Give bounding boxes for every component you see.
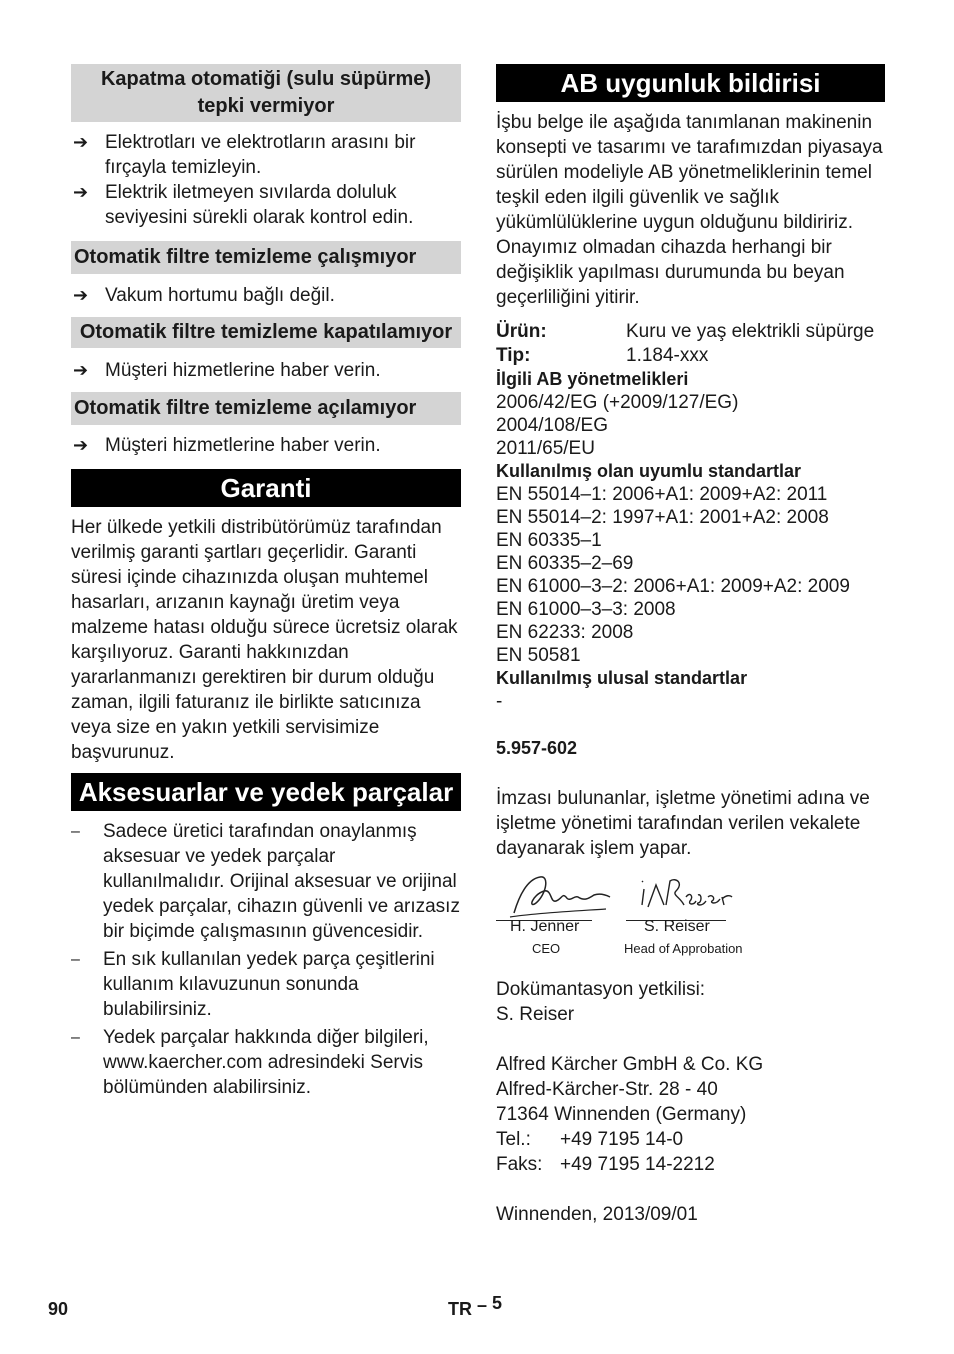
signer1-role: CEO [532, 941, 561, 956]
footer-lang: TR – 5 [448, 1293, 503, 1319]
heading-ab-declaration: AB uygunluk bildirisi [496, 64, 885, 102]
place-date: Winnenden, 2013/09/01 [496, 1204, 698, 1225]
heading-filter-not-working: Otomatik filtre temizleme çalışmıyor [71, 241, 461, 274]
national-standards-value: - [496, 691, 503, 712]
left-column [71, 64, 461, 1100]
doc-officer-label: Dokümantasyon yetkilisi: [496, 979, 706, 1000]
standard-item: EN 62233: 2008 [496, 622, 634, 643]
heading-auto-shutoff: Kapatma otomatiği (sulu süpürme) tepki vermiyor [71, 64, 461, 122]
heading-filter-cannot-close: Otomatik filtre temizleme kapatılamıyor [71, 317, 461, 348]
heading-aksesuar: Aksesuarlar ve yedek parçalar [71, 773, 461, 811]
list-item: – Yedek parçalar hakkında diğer bilgileri, www.kaercher.com adresindeki Servis bölümünden alabilirsiniz. [71, 1027, 429, 1098]
signature-reiser [636, 875, 736, 917]
doc-number: 5.957-602 [496, 738, 578, 758]
product-row: Ürün: Kuru ve yaş elektrikli süpürge [496, 321, 875, 342]
arrow-right-icon: ➔ [73, 435, 89, 455]
signer1-name: H. Jenner [510, 918, 580, 935]
signature-jenner [506, 873, 616, 921]
directive-item: 2006/42/EG (+2009/127/EG) [496, 392, 739, 413]
list-item: – En sık kullanılan yedek parça çeşitlerini kullanım kılavuzunun sonunda bulabilirsiniz. [71, 949, 435, 1020]
list-item: ➔ Elektrik iletmeyen sıvılarda doluluk seviyesini sürekli olarak kontrol edin. [73, 182, 414, 228]
company-name: Alfred Kärcher GmbH & Co. KG [496, 1054, 764, 1075]
arrow-right-icon: ➔ [73, 182, 89, 202]
directives-heading: İlgili AB yönetmelikleri [496, 369, 689, 389]
directive-item: 2011/65/EU [496, 438, 595, 459]
signer2-name: S. Reiser [644, 918, 710, 935]
standard-item: EN 60335–2–69 [496, 553, 634, 574]
right-column [496, 64, 885, 1227]
doc-officer-name: S. Reiser [496, 1004, 575, 1025]
signature-block [496, 873, 885, 957]
type-row: Tip: 1.184-xxx [496, 345, 709, 366]
standards-heading: Kullanılmış olan uyumlu standartlar [496, 461, 802, 481]
arrow-right-icon: ➔ [73, 360, 89, 380]
standard-item: EN 50581 [496, 645, 581, 666]
standard-item: EN 61000–3–3: 2008 [496, 599, 676, 620]
heading-filter-cannot-open: Otomatik filtre temizleme açılamıyor [71, 392, 461, 425]
list-item: ➔ Elektrotları ve elektrotların arasını bir fırçayla temizleyin. [73, 132, 416, 178]
directive-item: 2004/108/EG [496, 415, 608, 436]
signer2-role: Head of Approbation [624, 941, 743, 956]
declaration-intro: İşbu belge ile aşağıda tanımlanan makinenin konsepti ve tasarımı ve tarafımızdan piyasaya sürülen modeliyle AB yönetmeliklerinin temel teşkil eden ilgili güvenlik ve sağlık yükümlülüklerine uygun olduğunu bildiririz. Onayımız olmadan cihazda herhangi bir değişiklik yapılması durumunda bu beyan geçerliliğini yitirir. [496, 112, 883, 308]
standard-item: EN 55014–2: 1997+A1: 2001+A2: 2008 [496, 507, 829, 528]
heading-garanti: Garanti [71, 469, 461, 507]
garanti-text: Her ülkede yetkili distribütörümüz tarafından verilmiş garanti şartları geçerlidir. Garanti süresi içinde cihazınızda oluşan muhtemel hasarları, arızanın kaynağı üretim veya malzeme hatası olduğu sürece ücretsiz olarak karşılıyoruz. Garanti hakkınızdan yararlanmanızı gerektiren bir durum olduğu zaman, ilgili faturanız ile birlikte satıcınıza veya size en yakın yetkili servisimize başvurunuz. [71, 517, 458, 763]
fax-row: Faks: +49 7195 14-2212 [496, 1154, 715, 1175]
signers-text: İmzası bulunanlar, işletme yönetimi adına ve işletme yönetimi tarafından verilen vekalete dayanarak işlem yapar. [496, 788, 870, 859]
standard-item: EN 60335–1 [496, 530, 602, 551]
standard-item: EN 55014–1: 2006+A1: 2009+A2: 2011 [496, 484, 828, 505]
arrow-right-icon: ➔ [73, 285, 89, 305]
company-city: 71364 Winnenden (Germany) [496, 1104, 747, 1125]
national-standards-heading: Kullanılmış ulusal standartlar [496, 668, 748, 688]
company-street: Alfred-Kärcher-Str. 28 - 40 [496, 1079, 718, 1100]
list-item: ➔ Müşteri hizmetlerine haber verin. [73, 435, 381, 456]
tel-row: Tel.: +49 7195 14-0 [496, 1129, 684, 1150]
page-number: 90 [48, 1299, 69, 1319]
arrow-right-icon: ➔ [73, 132, 89, 152]
list-item: ➔ Vakum hortumu bağlı değil. [73, 285, 335, 306]
list-item: – Sadece üretici tarafından onaylanmış aksesuar ve yedek parçalar kullanılmalıdır. Orijinal aksesuar ve orijinal yedek parçalar, cihazın güvenli ve arızasız bir biçimde çalışmasının güvencesidir. [71, 821, 460, 942]
standard-item: EN 61000–3–2: 2006+A1: 2009+A2: 2009 [496, 576, 850, 597]
list-item: ➔ Müşteri hizmetlerine haber verin. [73, 360, 381, 381]
